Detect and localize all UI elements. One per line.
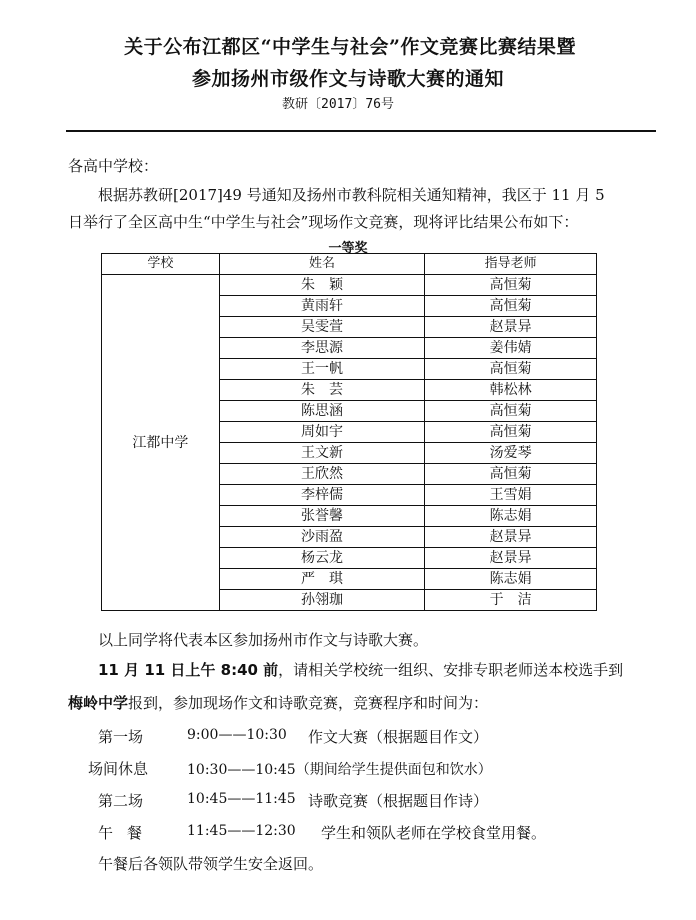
schedule-desc: 诗歌竞赛（根据题目作诗） xyxy=(308,792,489,810)
student-name: 王一帆 xyxy=(219,359,425,380)
teacher-name: 汤爱琴 xyxy=(425,443,597,464)
teacher-name: 高恒菊 xyxy=(425,359,597,380)
student-name: 张誉馨 xyxy=(219,506,425,527)
student-name: 陈思涵 xyxy=(219,401,425,422)
teacher-name: 高恒菊 xyxy=(425,275,597,296)
representation-note: 以上同学将代表本区参加扬州市作文与诗歌大赛。 xyxy=(98,631,429,649)
student-name: 孙翎珈 xyxy=(219,590,425,611)
notice-line-1 xyxy=(98,659,623,680)
teacher-name: 高恒菊 xyxy=(425,401,597,422)
header-school: 学校 xyxy=(102,254,220,275)
teacher-name: 姜伟婧 xyxy=(425,338,597,359)
student-name: 沙雨盈 xyxy=(219,527,425,548)
intro-line-1: 根据苏教研[2017]49 号通知及扬州市教科院相关通知精神，我区于 11 月 5 xyxy=(98,186,605,204)
award-title: 一等奖 xyxy=(328,241,368,256)
table-header-row xyxy=(102,254,597,275)
schedule-desc: 作文大赛（根据题目作文） xyxy=(308,728,489,746)
notice-line-2 xyxy=(68,692,488,713)
student-name: 吴雯萱 xyxy=(219,317,425,338)
venue-name: 梅岭中学 xyxy=(68,694,129,712)
schedule-label: 第二场 xyxy=(98,792,144,810)
student-name: 王文新 xyxy=(219,443,425,464)
teacher-name: 陈志娟 xyxy=(425,506,597,527)
teacher-name: 高恒菊 xyxy=(425,422,597,443)
schedule-time: 9:00——10:30 xyxy=(187,727,287,743)
teacher-name: 赵景异 xyxy=(425,317,597,338)
header-teacher: 指导老师 xyxy=(425,254,597,275)
student-name: 周如宇 xyxy=(219,422,425,443)
schedule-label: 午餐 xyxy=(98,824,157,842)
header-name: 姓名 xyxy=(219,254,425,275)
student-name: 李思源 xyxy=(219,338,425,359)
teacher-name: 高恒菊 xyxy=(425,464,597,485)
closing-line: 午餐后各领队带领学生安全返回。 xyxy=(98,855,324,873)
schedule-time: 11:45——12:30 xyxy=(187,823,296,839)
student-name: 黄雨轩 xyxy=(219,296,425,317)
teacher-name: 王雪娟 xyxy=(425,485,597,506)
report-time: 11 月 11 日上午 8:40 前 xyxy=(98,661,279,679)
school-cell: 江都中学 xyxy=(102,275,220,611)
award-table xyxy=(101,253,597,611)
table-row xyxy=(102,275,597,296)
schedule-label: 场间休息 xyxy=(88,760,149,778)
notice-line-1-rest: ，请相关学校统一组织、安排专职老师送本校选手到 xyxy=(278,661,624,679)
schedule-time: 10:45——11:45 xyxy=(187,791,296,807)
schedule-desc: 学生和领队老师在学校食堂用餐。 xyxy=(321,824,547,842)
teacher-name: 高恒菊 xyxy=(425,296,597,317)
addressee: 各高中学校： xyxy=(68,157,159,175)
document-number: 教研〔2017〕76号 xyxy=(282,97,394,112)
schedule-label: 第一场 xyxy=(98,728,144,746)
title-line-2: 参加扬州市级作文与诗歌大赛的通知 xyxy=(191,68,504,90)
teacher-name: 赵景异 xyxy=(425,527,597,548)
schedule-time: 10:30——10:45（期间给学生提供面包和饮水） xyxy=(187,762,492,778)
teacher-name: 赵景异 xyxy=(425,548,597,569)
teacher-name: 陈志娟 xyxy=(425,569,597,590)
title-line-1: 关于公布江都区“中学生与社会”作文竞赛比赛结果暨 xyxy=(124,36,576,58)
student-name: 李梓儒 xyxy=(219,485,425,506)
student-name: 朱 颖 xyxy=(219,275,425,296)
intro-line-2: 日举行了全区高中生“中学生与社会”现场作文竞赛，现将评比结果公布如下： xyxy=(68,213,579,231)
student-name: 朱 芸 xyxy=(219,380,425,401)
student-name: 王欣然 xyxy=(219,464,425,485)
teacher-name: 韩松林 xyxy=(425,380,597,401)
student-name: 杨云龙 xyxy=(219,548,425,569)
student-name: 严 琪 xyxy=(219,569,425,590)
teacher-name: 于 洁 xyxy=(425,590,597,611)
header-divider xyxy=(66,130,656,132)
notice-line-2-rest: 报到，参加现场作文和诗歌竞赛，竞赛程序和时间为： xyxy=(128,694,489,712)
